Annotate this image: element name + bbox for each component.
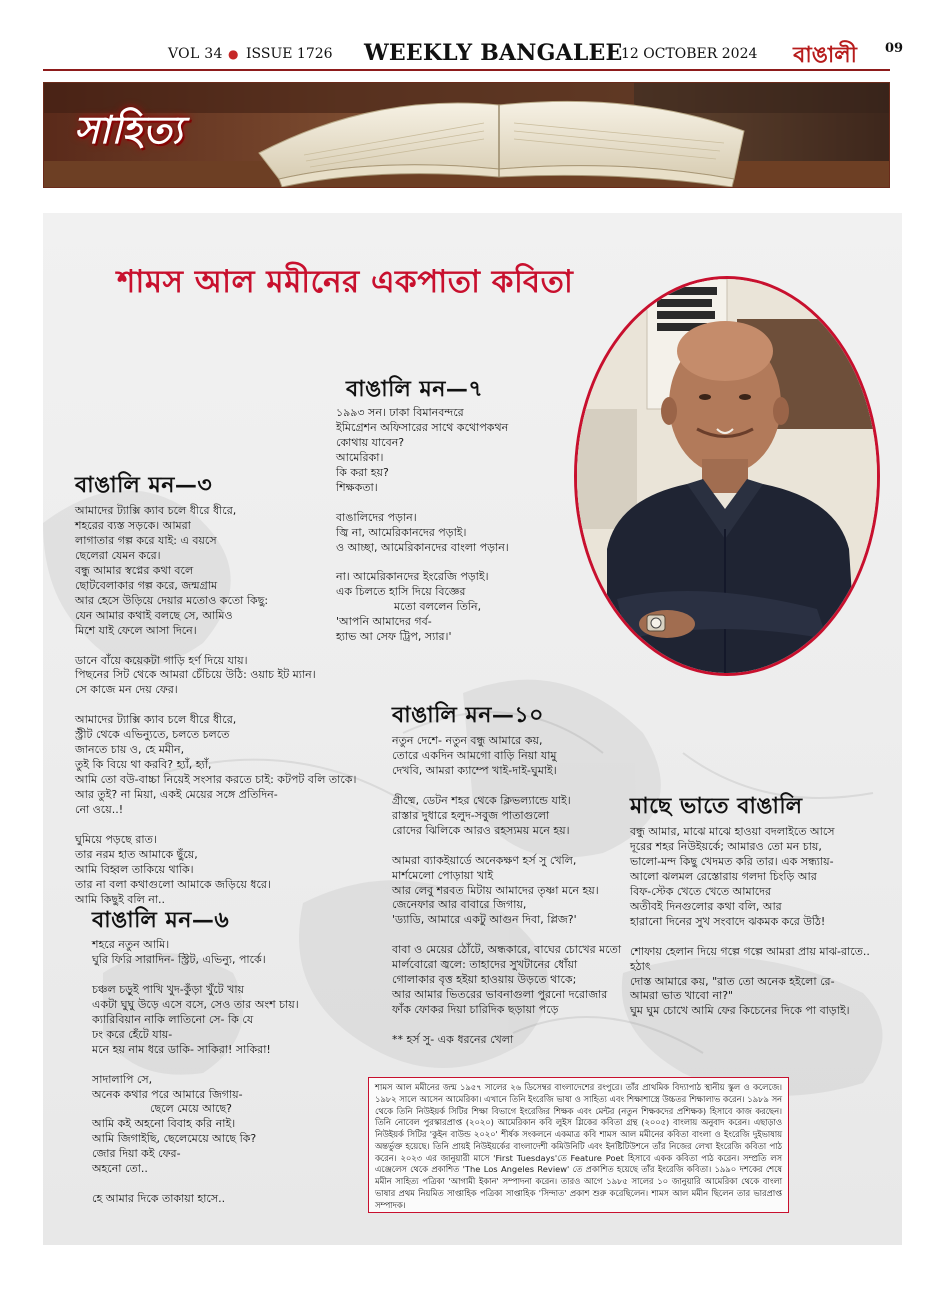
publication-name: WEEKLY BANGALEE — [364, 40, 623, 66]
poet-portrait-image — [577, 279, 877, 673]
poem-lines: শহরে নতুন আমি। ঘুরি ফিরি সারাদিন- স্ট্রিট, এভিন্যু, পার্কে। চঞ্চল চড়ুই পাখি খুদ-কুঁড়া খুঁটে খায় একটা ঘুঘু উড়ে এসে বসে, সেও তার অংশ চায়। ক্যারিবিয়ান নাকি লাতিনো সে- কি যে ঢং করে হেঁটে যায়- মনে হয় নাম ধরে ডাকি- সাকিরা! সাকিরা! সাদালাপি সে, অনেক কথার পরে আমারে জিগায়- — [92, 938, 299, 1101]
poem-heading-bangali-mon-6: বাঙালি মন—৬ — [92, 907, 230, 933]
poem-body-bangali-mon-10: নতুন দেশে- নতুন বন্ধু আমারে কয়, তোরে একদিন আমগো বাড়ি নিয়া যামু দেখবি, আমরা ক্যাম্পে খাই-দাই-ঘুমাই। গ্রীষ্মে, ডেটন শহর থেকে ক্লিভল্যান্ডে যাই। রাস্তার দুধারে হলুদ-সবুজ পাতাগুলো রোদের ঝিলিকে আরও রহস্যময় মনে হয়। আমরা ব্যাকইয়ার্ডে অনেকক্ষণ হর্স সু খেলি, মার্শমেলো পোড়ায়া খাই আর লেবু শরবত মিটায় আমাদের তৃষ্ণা মনে হয়। জেনেফার আর বাবারে জিগায়, 'ড্যাডি, আমারে একটু আগুন দিবা, প্লিজ?' বাবা ও মেয়ের ঠোঁটে, অন্ধকারে, বাঘের চোখের মতো মার্লবোরো জ্বলে: তাহাদের সুখটানের ধোঁয়া গোলাকার বৃত্ত হইয়া হাওয়ায় উড়তে থাকে; আর আমার ভিতরের ভাবনাগুলা পুরনো দরোজার ফাঁক ফোকর দিয়া চারিদিক ছড়ায়া পড়ে ** হর্স সু- এক ধরনের খেলা — [392, 734, 622, 1047]
poem-lines: ১৯৯৩ সন। ঢাকা বিমানবন্দরে ইমিগ্রেশন অফিসারের সাথে কথোপকথন কোথায় যাবেন? আমেরিকা। কি করা হয়? শিক্ষকতা। বাঙালিদের পড়ান। জ্বি না, আমেরিকানদের পড়াই। ও আচ্ছা, আমেরিকানদের বাংলা পড়ান। না। আমেরিকানদের ইংরেজি পড়াই। এক চিলতে হাসি দিয়ে বিজ্ঞের — [336, 406, 509, 599]
poem-body-machhe-bhate-bangali: বন্ধু আমার, মাঝে মাঝে হাওয়া বদলাইতে আসে দূরের শহর নিউইয়র্কে; আমারও তো মন চায়, ভালো-মন্দ কিছু খেদমত করি তার। এক সন্ধ্যায়- আলো ঝলমল রেস্তোরায় গলদা চিংড়ি আর বিফ-স্টেক খেতে খেতে আমাদের অতীবই দিনগুলোর কথা বলি, আর হারানো দিনের সুখ সংবাদে ঝকমক করে উঠি! শোফায় হেলান দিয়ে গল্পে গল্পে আমরা প্রায় মাঝ-রাতে.. হঠাৎ দোস্ত আমারে কয়, "রাত তো অনেক হইলো রে- আমরা ভাত খাবো না?" ঘুম ঘুম চোখে আমি ফের কিচেনের দিকে পা বাড়াই। — [630, 825, 870, 1018]
page-number: 09 — [885, 41, 904, 56]
section-title: সাহিত্য — [74, 107, 184, 152]
publication-logo — [776, 36, 874, 70]
issue-date: 12 OCTOBER 2024 — [621, 46, 758, 62]
masthead — [0, 0, 945, 72]
section-banner — [43, 82, 890, 188]
svg-text:বাঙালী: বাঙালী — [793, 42, 857, 68]
poet-portrait — [574, 276, 880, 676]
poem-lines-tail: আমি কই অহনো বিবাহ করি নাই। আমি জিগাইছি, ছেলেমেয়ে আছে কি? জোর দিয়া কই ফের- অহনো তো.. হে আমার দিকে তাকায়া হাসে.. — [92, 1117, 257, 1206]
poem-heading-bangali-mon-7: বাঙালি মন—৭ — [346, 376, 484, 402]
poem-body-bangali-mon-3: আমাদের ট্যাক্সি ক্যাব চলে ধীরে ধীরে, শহরের ব্যস্ত সড়কে। আমরা লাগাতার গল্প করে যাই: এ বয়সে ছেলেরা যেমন করে। বন্ধু আমার স্বপ্নের কথা বলে ছোটবেলাকার গল্প করে, জন্মগ্রাম আর হেসে উড়িয়ে দেয়ার মতোও কতো কিছু: যেন আমার কথাই বলছে সে, আমিও মিশে যাই ফেলে আসা দিনে। ডানে বাঁয়ে কয়েকটা গাড়ি হর্ণ দিয়ে যায়। পিছনের সিট থেকে আমরা চেঁচিয়ে উঠি: ওয়াচ ইট ম্যান। সে কাজে মন দেয় ফের। আমাদের ট্যাক্সি ক্যাব চলে ধীরে ধীরে, স্ট্রীট থেকে এভিন্যুতে, চলতে চলতে জানতে চায় ও, হে মমীন, তুই কি বিয়ে থা করবি? হ্যাঁ, হ্যাঁ, আমি তো বউ-বাচ্চা নিয়েই সংসার করতে চাই: কটপট বলি তাকে। আর তুই? না মিয়া, একই মেয়ের সঙ্গে প্রতিদিন- নো ওয়ে..! ঘুমিয়ে পড়ছে রাত। তার নরম হাত আমাকে ছুঁয়ে, আমি বিহ্বল তাকিয়ে থাকি। তার না বলা কথাগুলো আমাকে জড়িয়ে ধরে। আমি কিছুই বলি না.. — [75, 504, 357, 906]
issue-label: ISSUE 1726 — [246, 46, 333, 62]
poem-heading-machhe-bhate-bangali: মাছে ভাতে বাঙালি — [630, 793, 803, 819]
poem-indented-line: ছেলে মেয়ে আছে? — [150, 1102, 232, 1116]
masthead-rule — [43, 69, 890, 71]
article-title: শামস আল মমীনের একপাতা কবিতা — [117, 264, 574, 300]
poem-heading-bangali-mon-10: বাঙালি মন—১০ — [392, 702, 544, 728]
poem-lines-tail: 'আপনি আমাদের গর্ব- হ্যাভ আ সেফ ট্রিপ, স্যার।' — [336, 615, 452, 644]
poem-heading-bangali-mon-3: বাঙালি মন—৩ — [75, 472, 213, 498]
poem-indented-line: মতো বললেন তিনি, — [394, 600, 482, 614]
poem-body-bangali-mon-6 — [92, 938, 362, 1207]
volume-label: VOL 34 — [168, 46, 223, 62]
poet-bio-text: শামস আল মমীনের জন্ম ১৯৫৭ সালের ২৬ ডিসেম্বর বাংলাদেশের রংপুরে। তাঁর প্রাথমিক বিদ্যাপাঠ স্থানীয় স্কুল ও কলেজে। ১৯৮২ সালে আসেন আমেরিকা। এখানে তিনি ইংরেজি ভাষা ও সাহিত্য এবং শিক্ষাশাস্ত্রে উচ্চতর শিক্ষালাভ করেন। ১৯৮৯ সন থেকে তিনি নিউইয়র্ক সিটির শিক্ষা বিভাগে ইংরেজির শিক্ষক এবং মেন্টর (নতুন শিক্ষকদের প্রশিক্ষক) হিসাবে কাজ করছেন। তিনি নোবেল পুরস্কারপ্রাপ্ত (২০২০) আমেরিকান কবি লুইস গ্লিকের কবিতা গ্রন্থ (২০০৫) বাংলায় অনুবাদ করেন। এছাড়াও নিউইয়র্ক সিটির 'কুইন বাউন্ড ২০২০' শীর্ষক সংকলনে একমাত্র কবি শামস আল মমীনের কবিতা বাংলা ও ইংরেজি দুইভাষায় অন্তর্ভুক্ত হয়েছে। তিনি প্রায়ই নিউইয়র্কের বাংলাদেশী কমিউনিটি এবং ইনষ্টিটিউশনে তাঁর নিজের লেখা ইংরেজি কবিতা পাঠ করেন। ২০২৩ এর জানুয়ারী মাসে 'First Tuesdays'তে Feature Poet হিসাবে একক কবিতা পাঠ করেন। সম্প্রতি লস এঞ্জেলেস থেকে প্রকাশিত 'The Los Angeles Review' তে প্রকাশিত হয়েছে তাঁর ইংরেজি কবিতা। ১৯৯০ দশকের শেষে মমীন সাহিত্য পত্রিকা 'আগামী ইকান' সম্পাদনা করেন। তারও আগে ১৯৮৫ সালের ১০ জানুয়ারি আমেরিকা থেকে বাংলা ভাষার প্রথম নিয়মিত সাপ্তাহিক পত্রিকা সাপ্তাহিক 'সিন্দাত' প্রকাশ শুরু করেছিলেন। শামস আল মমীন ছিলেন তার ভারপ্রাপ্ত সম্পাদক। — [375, 1082, 782, 1210]
separator-dot-icon: ● — [228, 47, 239, 61]
poet-bio-box — [368, 1077, 789, 1213]
